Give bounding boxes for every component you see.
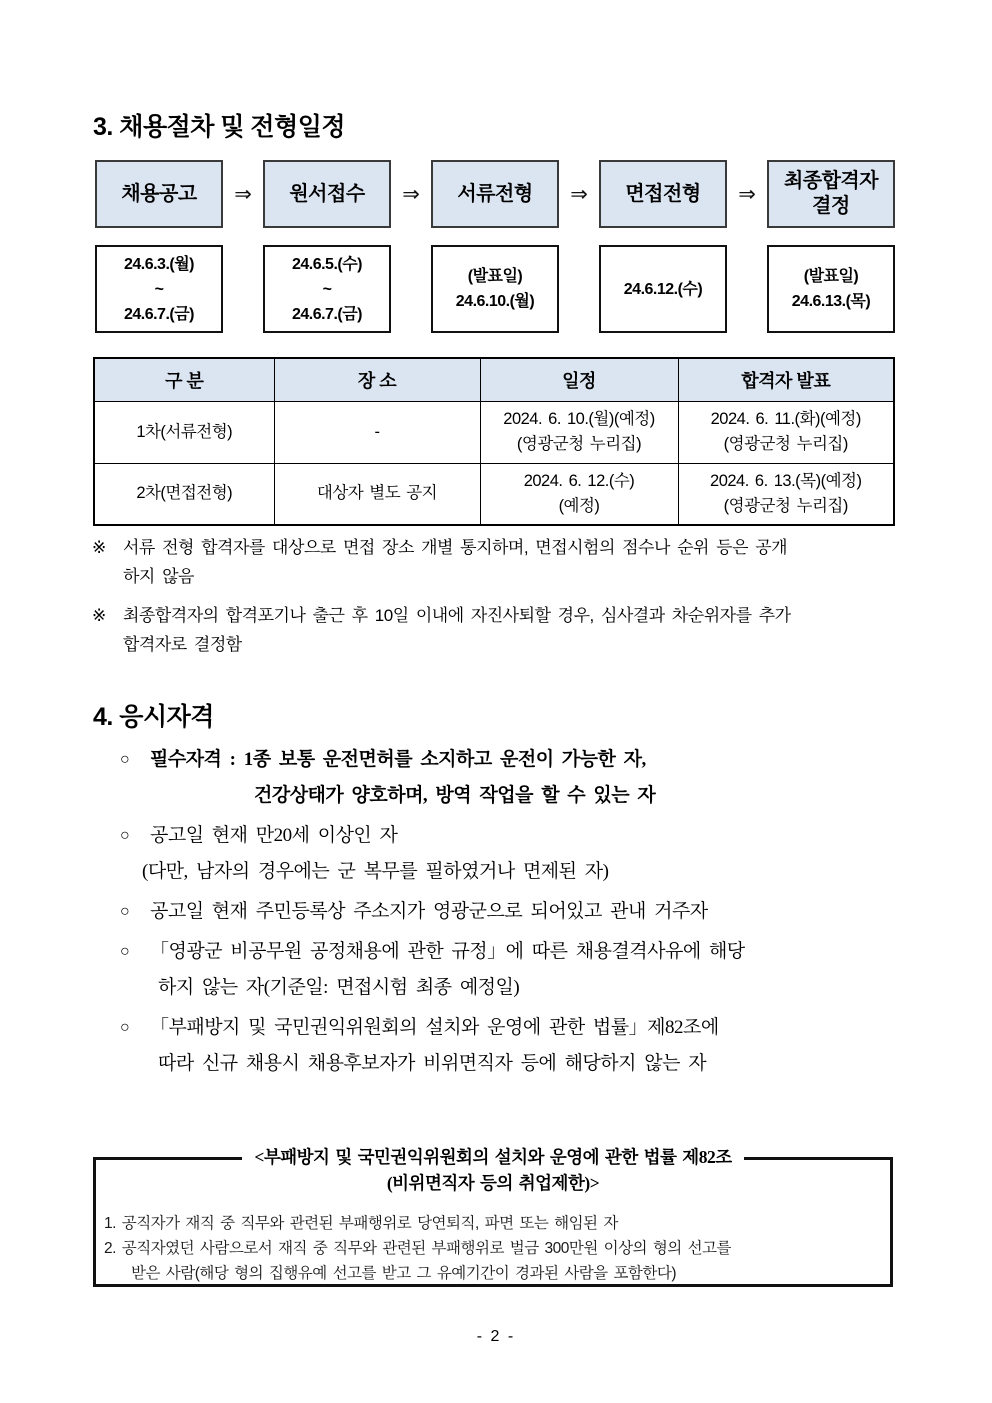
flow-arrow <box>559 160 599 228</box>
date-line: 24.6.7.(금) <box>291 305 363 323</box>
arrow-right-icon: ⇒ <box>402 182 420 206</box>
bullet-marker: ○ <box>120 751 130 768</box>
section4-title: 4. 응시자격 <box>93 703 214 731</box>
flow-step-label <box>599 160 727 228</box>
bullet-text: 공고일 현재 만20세 이상인 자 (다만, 남자의 경우에는 군 복무를 필하였거나 면제된 자) <box>142 825 609 882</box>
flow-step-label-line: 최종합격자 <box>783 170 879 192</box>
date-line: 24.6.10.(월) <box>455 293 535 310</box>
law-item: 1. 공직자가 재직 중 직무와 관련된 부패행위로 당연퇴직, 파면 또는 해임된 자 <box>104 1215 618 1232</box>
bullet-item <box>120 742 940 814</box>
flow-step-label <box>431 160 559 228</box>
flow-step-dates <box>263 245 391 333</box>
cell-category: 2차(면접전형) <box>94 463 274 525</box>
date-line: 24.6.13.(목) <box>791 293 871 310</box>
col-header-announcement: 합격자 발표 <box>678 358 894 401</box>
date-line: ~ <box>322 280 332 298</box>
flow-step-final-decision <box>767 160 895 333</box>
cell-place: - <box>274 401 480 463</box>
bullet-item <box>120 934 940 1006</box>
flow-step-label-line: 서류전형 <box>457 182 533 205</box>
note-item <box>92 533 932 591</box>
law-item: 2. 공직자였던 사람으로서 재직 중 직무와 관련된 부패행위로 벌금 300만원 이상의 형의 선고를 받은 사람(해당 형의 집행유예 선고를 받고 그 유예기간이 경과된 사람을 포함한다) <box>104 1240 731 1282</box>
bullet-text: 「부패방지 및 국민권익위원회의 설치와 운영에 관한 법률」제82조에 따라 신규 채용시 채용후보자가 비위면직자 등에 해당하지 않는 자 <box>150 1017 719 1074</box>
table-row <box>94 463 894 525</box>
notes <box>92 533 932 669</box>
date-line: 24.6.5.(수) <box>291 255 363 273</box>
flow-step-label <box>95 160 223 228</box>
recruitment-flow <box>95 160 895 333</box>
note-text: 최종합격자의 합격포기나 출근 후 10일 이내에 자진사퇴할 경우, 심사결과 차순위자를 추가 합격자로 결정함 <box>123 606 791 654</box>
law-box-items <box>96 1211 890 1286</box>
flow-step-document-screening <box>431 160 559 333</box>
page-number: - 2 - <box>476 1328 516 1345</box>
bullet-item <box>120 1010 940 1082</box>
flow-step-label-line: 채용공고 <box>121 182 197 205</box>
bullet-marker: ○ <box>120 1019 130 1036</box>
law-excerpt-box <box>93 1147 893 1287</box>
note-marker: ※ <box>92 538 106 557</box>
flow-arrow <box>223 160 263 228</box>
date-line: 24.6.7.(금) <box>123 305 195 323</box>
schedule-table <box>93 357 895 526</box>
note-item <box>92 601 932 659</box>
cell-schedule: 2024. 6. 10.(월)(예정) (영광군청 누리집) <box>480 401 678 463</box>
flow-step-label <box>263 160 391 228</box>
flow-step-dates <box>95 245 223 333</box>
eligibility-list <box>120 742 940 1086</box>
bullet-text: 「영광군 비공무원 공정채용에 관한 규정」에 따른 채용결격사유에 해당 하지 않는 자(기준일: 면접시험 최종 예정일) <box>150 941 745 998</box>
flow-step-dates <box>767 245 895 333</box>
bullet-marker: ○ <box>120 903 130 920</box>
section3-title: 3. 채용절차 및 전형일정 <box>93 113 346 141</box>
flow-arrow <box>391 160 431 228</box>
flow-step-label <box>767 160 895 228</box>
bullet-text: 공고일 현재 주민등록상 주소지가 영광군으로 되어있고 관내 거주자 <box>150 901 708 922</box>
flow-arrow <box>727 160 767 228</box>
arrow-right-icon: ⇒ <box>570 182 588 206</box>
bullet-item <box>120 818 940 890</box>
flow-step-label-line: 원서접수 <box>289 182 365 205</box>
flow-step-announcement <box>95 160 223 333</box>
cell-announcement: 2024. 6. 13.(목)(예정) (영광군청 누리집) <box>678 463 894 525</box>
flow-step-interview <box>599 160 727 333</box>
law-title-line: <부패방지 및 국민권익위원회의 설치와 운영에 관한 법률 제82조 <box>242 1144 743 1170</box>
date-line: 24.6.12.(수) <box>623 280 703 298</box>
flow-step-label-line: 결정 <box>812 195 850 217</box>
law-box-title <box>96 1144 890 1196</box>
flow-step-label-line: 면접전형 <box>625 182 701 205</box>
date-line: (발표일) <box>803 268 859 285</box>
table-row <box>94 401 894 463</box>
table-header-row <box>94 358 894 401</box>
col-header-category: 구 분 <box>94 358 274 401</box>
date-line: (발표일) <box>467 268 523 285</box>
cell-announcement: 2024. 6. 11.(화)(예정) (영광군청 누리집) <box>678 401 894 463</box>
flow-step-dates <box>599 245 727 333</box>
date-line: 24.6.3.(월) <box>123 255 195 273</box>
note-text: 서류 전형 합격자를 대상으로 면접 장소 개별 통지하며, 면접시험의 점수나 순위 등은 공개 하지 않음 <box>123 538 788 586</box>
bullet-item <box>120 894 940 930</box>
bullet-marker: ○ <box>120 827 130 844</box>
col-header-schedule: 일정 <box>480 358 678 401</box>
law-title-line: (비위면직자 등의 취업제한)> <box>386 1173 600 1193</box>
note-marker: ※ <box>92 606 106 625</box>
flow-step-application <box>263 160 391 333</box>
cell-schedule: 2024. 6. 12.(수) (예정) <box>480 463 678 525</box>
cell-category: 1차(서류전형) <box>94 401 274 463</box>
col-header-place: 장 소 <box>274 358 480 401</box>
date-line: ~ <box>154 280 164 298</box>
cell-place: 대상자 별도 공지 <box>274 463 480 525</box>
flow-step-dates <box>431 245 559 333</box>
bullet-text: 필수자격 : 1종 보통 운전면허를 소지하고 운전이 가능한 자, 건강상태가 양호하며, 방역 작업을 할 수 있는 자 <box>150 749 656 806</box>
arrow-right-icon: ⇒ <box>234 182 252 206</box>
bullet-marker: ○ <box>120 943 130 960</box>
arrow-right-icon: ⇒ <box>738 182 756 206</box>
